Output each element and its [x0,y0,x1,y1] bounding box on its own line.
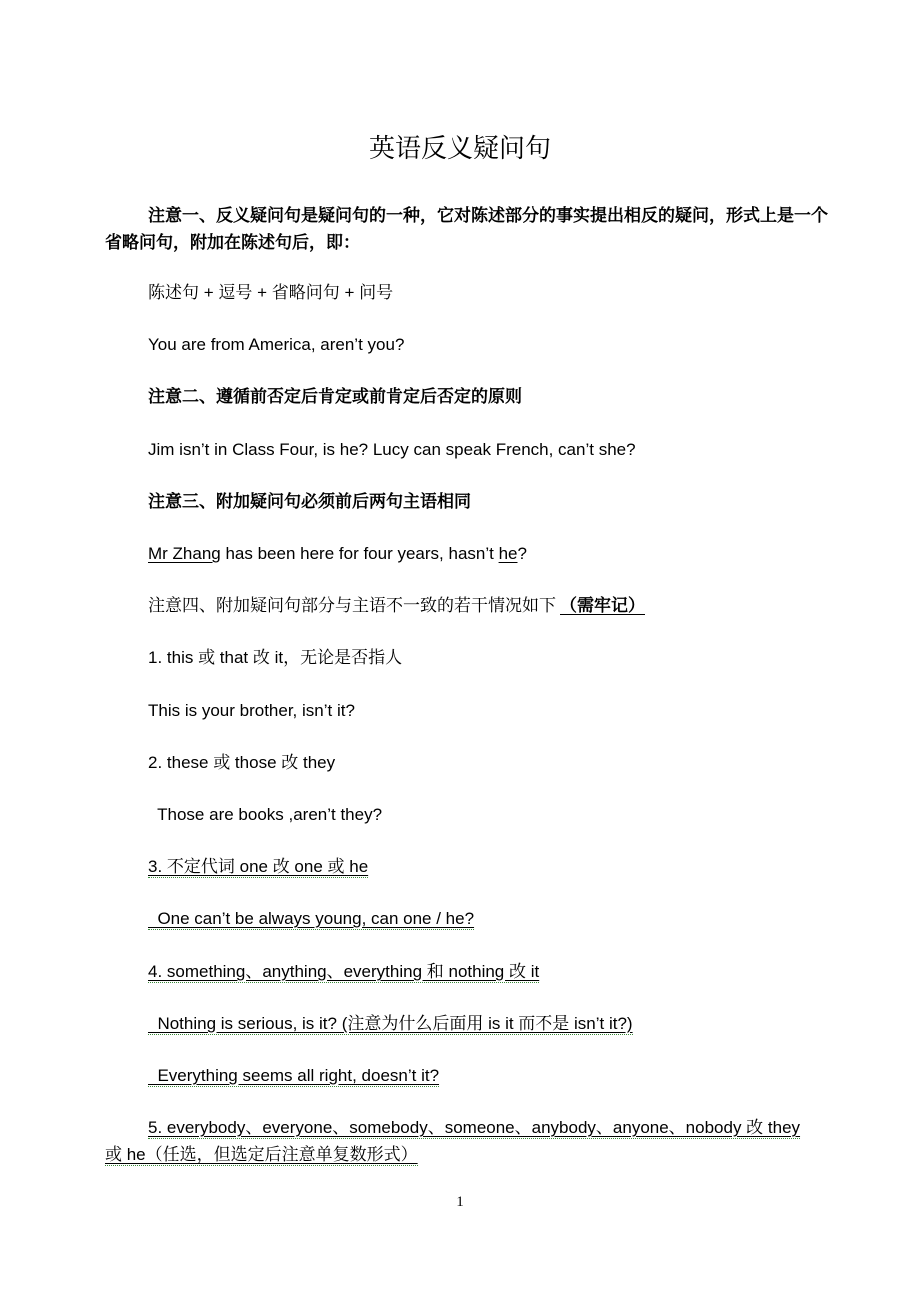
note-4-emphasis: （需牢记） [560,596,645,615]
item-2-example: Those are books ,aren’t they? [148,805,383,824]
note-4-text: 注意四、附加疑问句部分与主语不一致的若干情况如下 [148,596,556,615]
note-2: 注意二、遵循前否定后肯定或前肯定后否定的原则 [148,387,522,406]
tag-underlined: he [498,544,518,563]
item-2-rule: 2. these 或 those 改 they [148,753,336,772]
item-1-rule: 1. this 或 that 改 it，无论是否指人 [148,648,403,667]
example-3-end: ? [517,544,527,563]
item-5-rule-line-1: 5. everybody、everyone、somebody、someone、anybody、anyone、nobody 改 they [148,1118,801,1137]
formula: 陈述句 + 逗号 + 省略问句 + 问号 [148,283,394,302]
example-3 [148,543,527,565]
note-1: 注意一、反义疑问句是疑问句的一种，它对陈述部分的事实提出相反的疑问，形式上是一个省略问句，附加在陈述句后，即： [105,206,828,252]
item-1-example: This is your brother, isn’t it? [148,701,355,720]
item-4-example-2: Everything seems all right, doesn’t it? [148,1066,440,1085]
example-3-middle: has been here for four years, hasn’t [220,544,499,563]
item-4-example: Nothing is serious, is it? (注意为什么后面用 is it 而不是 isn’t it?) [148,1014,633,1033]
example-2: Jim isn’t in Class Four, is he? Lucy can speak French, can’t she? [148,440,636,459]
subject-underlined: Mr Zhang [148,544,221,563]
page-number: 1 [456,1194,464,1210]
document-title: 英语反义疑问句 [368,133,551,163]
item-4-rule: 4. something、anything、everything 和 nothing 改 it [148,962,540,981]
note-3: 注意三、附加疑问句必须前后两句主语相同 [148,492,471,511]
item-3-rule: 3. 不定代词 one 改 one 或 he [148,857,369,876]
item-3-example: One can’t be always young, can one / he? [148,909,475,928]
item-5-rule-line-2: 或 he（任选，但选定后注意单复数形式） [105,1145,418,1164]
note-4 [148,595,659,617]
example-1: You are from America, aren’t you? [148,335,405,354]
